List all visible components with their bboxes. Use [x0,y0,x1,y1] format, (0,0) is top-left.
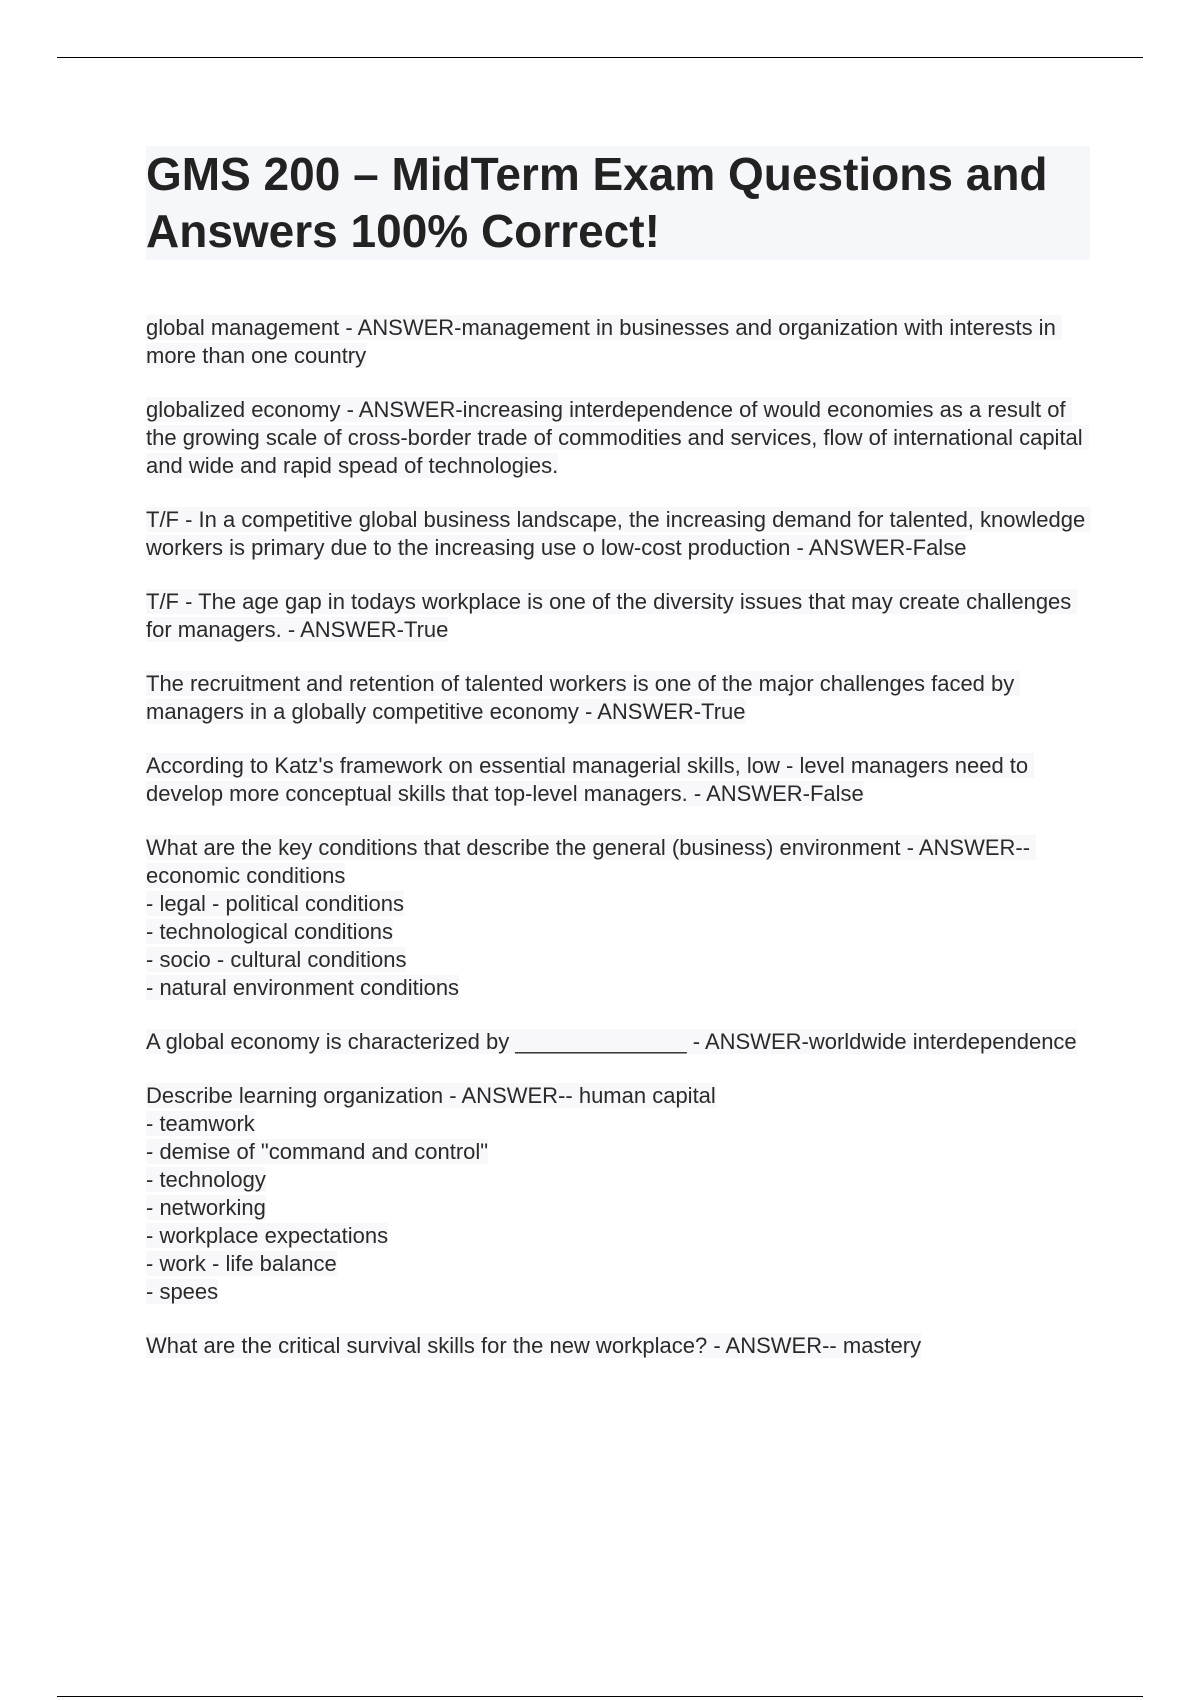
qa-item [146,834,1090,1002]
qa-text: What are the key conditions that describe the general (business) environment - ANSWER-- economic conditions - legal - political conditions - technological conditions - socio - cultural conditions - natural environment conditions [146,835,1036,1000]
qa-text: According to Katz's framework on essential managerial skills, low - level managers need to develop more conceptual skills that top-level managers. - ANSWER-False [146,753,1035,806]
bottom-rule [57,1696,1143,1697]
document-body [146,146,1090,1386]
qa-text: T/F - In a competitive global business landscape, the increasing demand for talented, knowledge workers is primary due to the increasing use o low-cost production - ANSWER-False [146,507,1092,560]
qa-text: What are the critical survival skills for the new workplace? - ANSWER-- mastery [146,1333,922,1358]
qa-list [146,314,1090,1360]
qa-item [146,314,1090,370]
qa-text: globalized economy - ANSWER-increasing interdependence of would economies as a result of the growing scale of cross-border trade of commodities and services, flow of international capital and wide and rapid spead of technologies. [146,397,1089,478]
qa-text: A global economy is characterized by ______________ - ANSWER-worldwide interdependence [146,1029,1077,1054]
qa-text: global management - ANSWER-management in businesses and organization with interests in more than one country [146,315,1062,368]
qa-item [146,670,1090,726]
top-rule [57,57,1143,58]
qa-item [146,1332,1090,1360]
document-title: GMS 200 – MidTerm Exam Questions and Answers 100% Correct! [146,146,1090,260]
qa-text: T/F - The age gap in todays workplace is one of the diversity issues that may create challenges for managers. - ANSWER-True [146,589,1078,642]
qa-item [146,506,1090,562]
qa-item [146,396,1090,480]
qa-text: Describe learning organization - ANSWER-- human capital - teamwork - demise of "command and control" - technology - networking - workplace expectations - work - life balance - spees [146,1083,716,1304]
qa-item [146,1028,1090,1056]
qa-item [146,1082,1090,1306]
qa-item [146,752,1090,808]
qa-item [146,588,1090,644]
qa-text: The recruitment and retention of talented workers is one of the major challenges faced by managers in a globally competitive economy - ANSWER-True [146,671,1021,724]
